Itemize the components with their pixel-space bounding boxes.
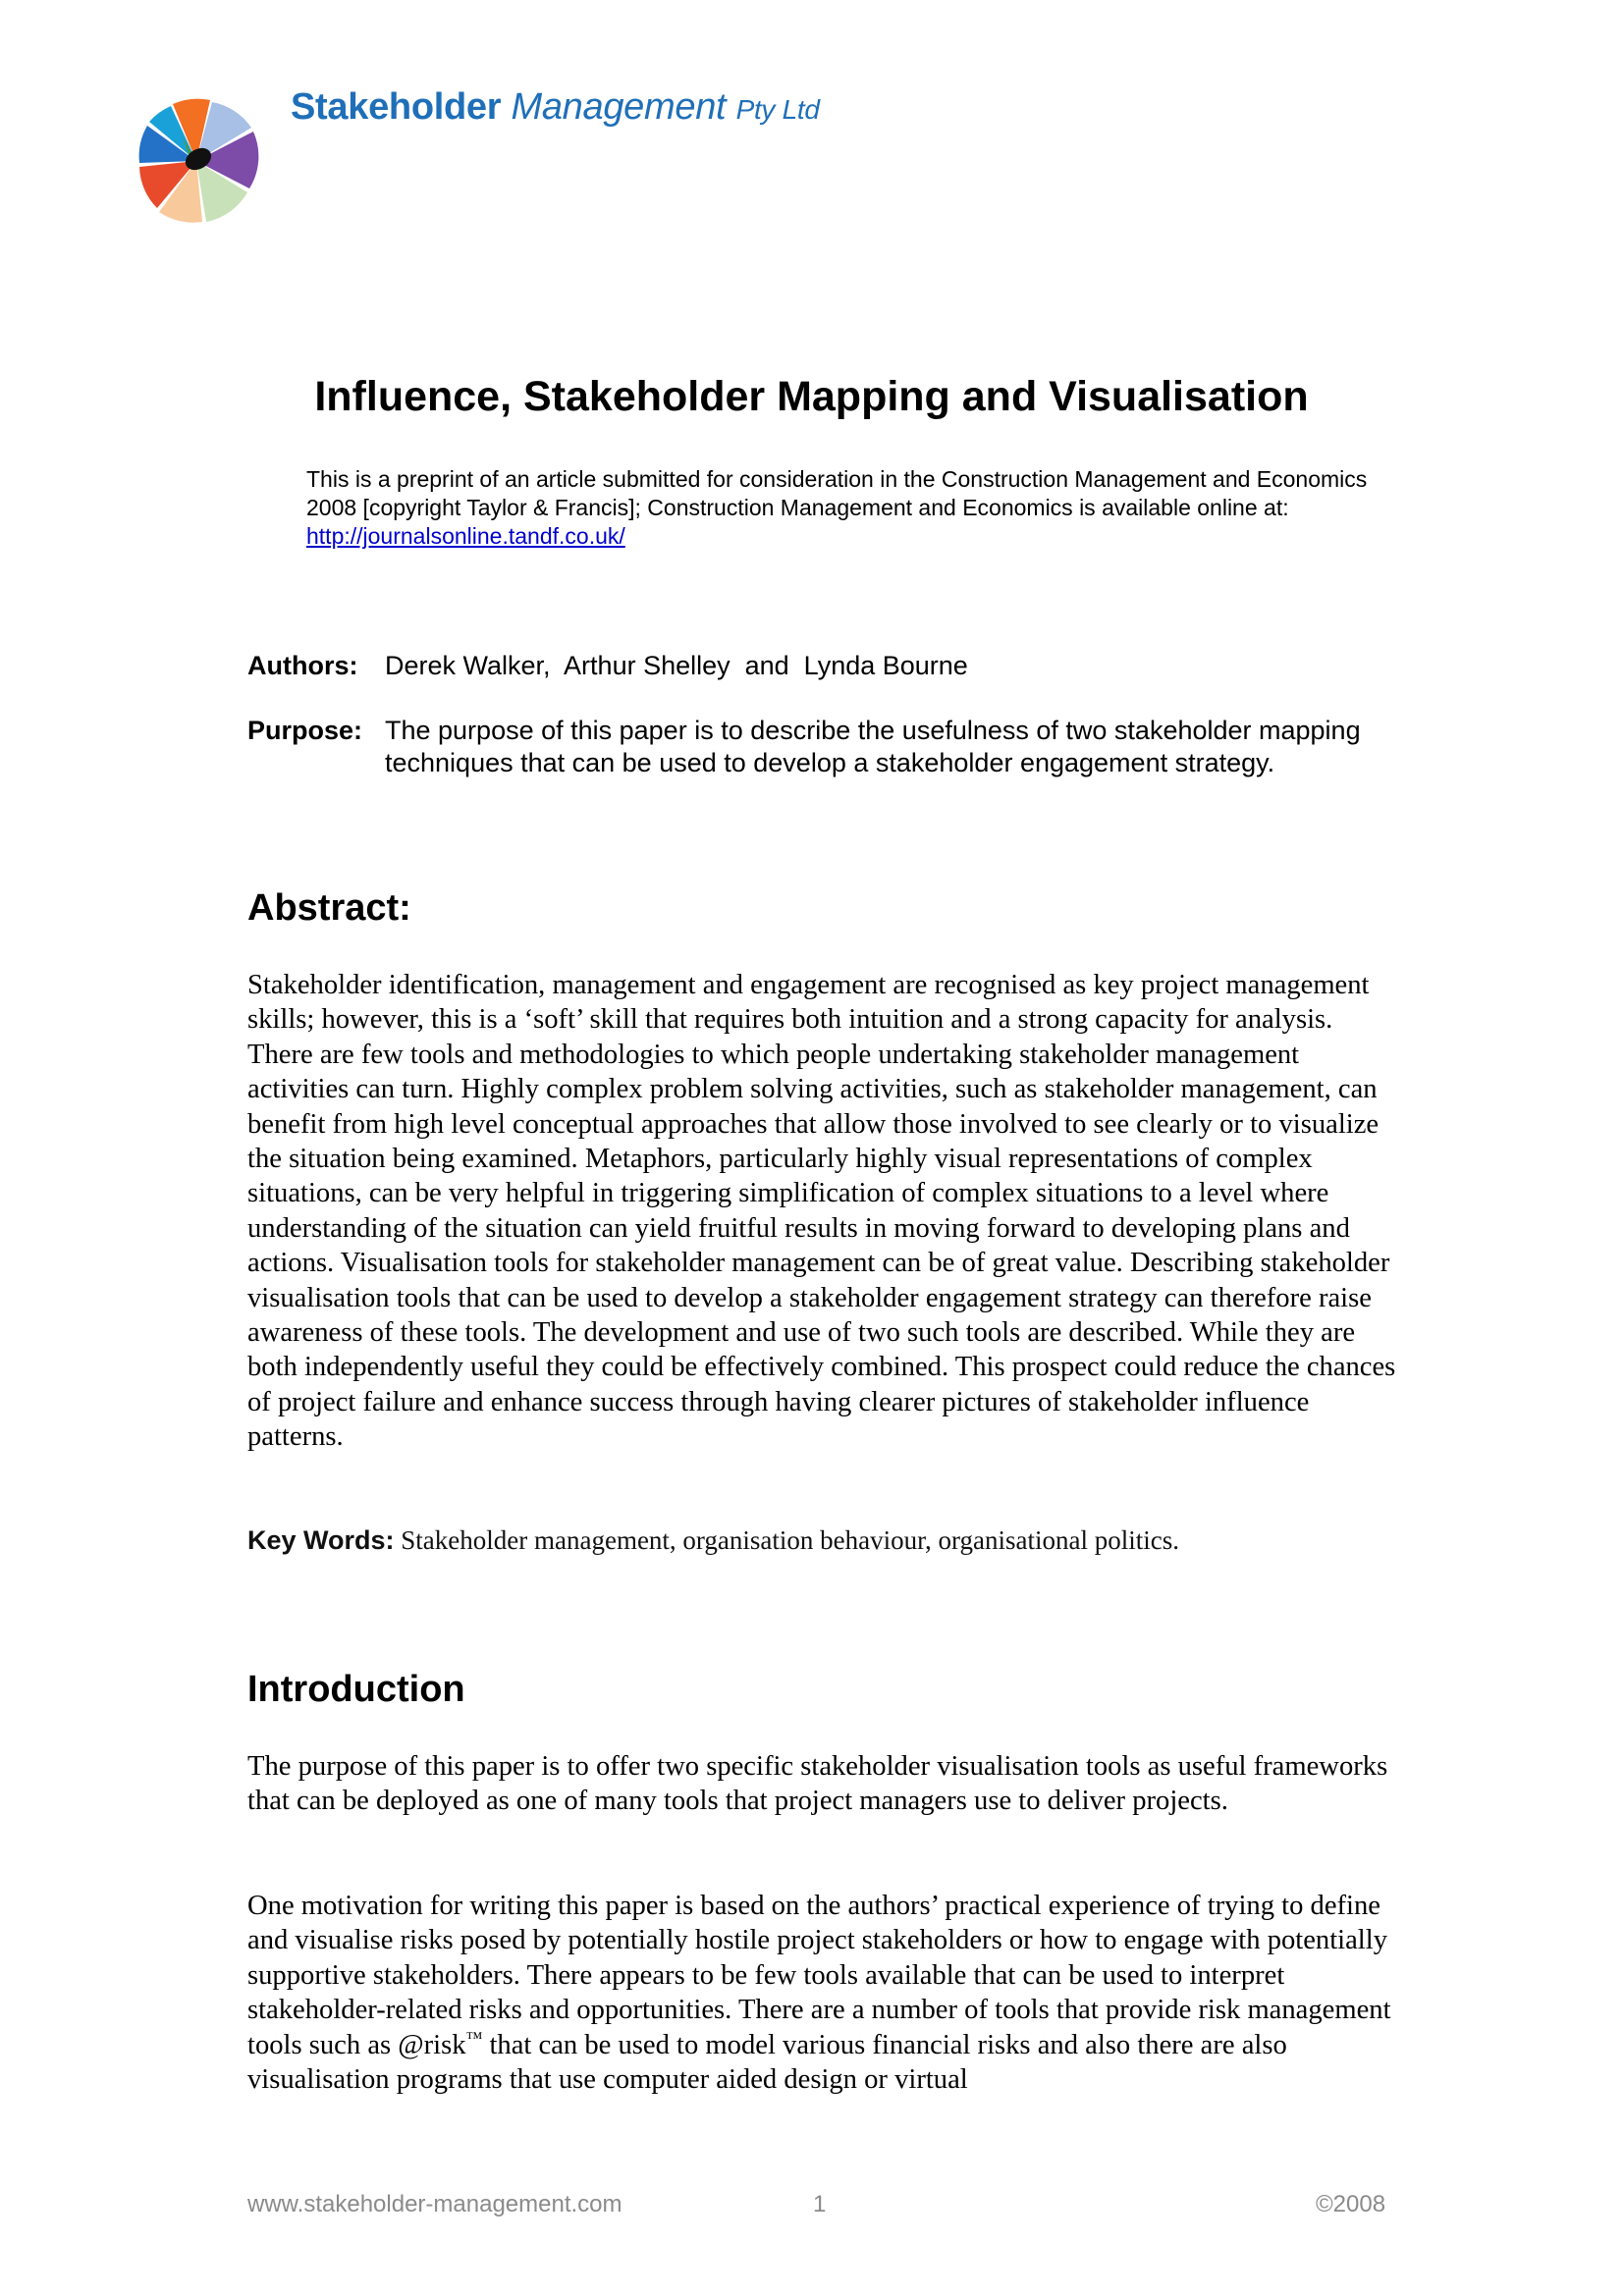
- purpose-line-2: techniques that can be used to develop a stakeholder engagement strategy.: [385, 748, 1275, 777]
- introduction-heading: Introduction: [247, 1669, 465, 1710]
- company-logo: [134, 98, 269, 224]
- keywords-value: Stakeholder management, organisation behaviour, organisational politics.: [401, 1525, 1180, 1555]
- keywords-label: Key Words:: [247, 1525, 395, 1555]
- authors-label: Authors:: [247, 651, 358, 680]
- company-name-italic: Management: [511, 86, 727, 128]
- purpose-label: Purpose:: [247, 716, 363, 745]
- company-name-suffix: Pty Ltd: [735, 94, 820, 125]
- intro-para2-text-a: One motivation for writing this paper is based on the authors’ practical experience of trying to define and visualise risks posed by potentially hostile project stakeholders or how to engage with potentially supportive stakeholders. There appears to be few tools available that can be used to interpret stakeholder-related risks and opportunities. There are a number of tools that provide risk management tools such as @risk: [247, 1891, 1391, 2060]
- preprint-note: [306, 465, 1406, 551]
- journal-link[interactable]: http://journalsonline.tandf.co.uk/: [306, 523, 625, 549]
- abstract-body: Stakeholder identification, management and engagement are recognised as key project management skills; however, this is a ‘soft’ skill that requires both intuition and a strong capacity for analysis. There are few tools and methodologies to which people undertaking stakeholder management activities can turn. Highly complex problem solving activities, such as stakeholder management, can benefit from high level conceptual approaches that allow those involved to see clearly or to visualize the situation being examined. Metaphors, particularly highly visual representations of complex situations, can be very helpful in triggering simplification of complex situations to a level where understanding of the situation can yield fruitful results in moving forward to developing plans and actions. Visualisation tools for stakeholder management can be of great value. Describing stakeholder visualisation tools that can be used to develop a stakeholder engagement strategy can therefore raise awareness of these tools. The development and use of two such tools are described. While they are both independently useful they could be effectively combined. This prospect could reduce the chances of project failure and enhance success through having clearer pictures of stakeholder influence patterns.: [247, 970, 1396, 1453]
- company-name: [291, 86, 820, 129]
- abstract-heading: Abstract:: [247, 887, 411, 929]
- footer-website: www.stakeholder-management.com: [247, 2191, 622, 2217]
- authors-value: Derek Walker, Arthur Shelley and Lynda Bourne: [385, 651, 968, 680]
- trademark-symbol: ™: [465, 2028, 483, 2048]
- footer-copyright: ©2008: [1316, 2191, 1386, 2217]
- preprint-text: This is a preprint of an article submitted for consideration in the Construction Management and Economics 2008 [copyright Taylor & Francis]; Construction Management and Economics is available online at:: [306, 466, 1368, 520]
- intro-para2-text-b: that can be used to model various financial risks and also there are also visualisation programs that use computer aided design or virtual: [247, 2029, 1287, 2096]
- introduction-paragraph-1: The purpose of this paper is to offer two specific stakeholder visualisation tools as useful frameworks that can be deployed as one of many tools that project managers use to deliver projects.: [247, 1751, 1388, 1817]
- introduction-paragraph-2: [247, 1889, 1396, 2097]
- keywords-row: [247, 1525, 1179, 1556]
- purpose-line-1: The purpose of this paper is to describe the usefulness of two stakeholder mapping: [385, 716, 1361, 745]
- footer-page-number: 1: [813, 2191, 827, 2217]
- paper-title: Influence, Stakeholder Mapping and Visualisation: [314, 373, 1309, 420]
- company-name-bold: Stakeholder: [291, 86, 502, 128]
